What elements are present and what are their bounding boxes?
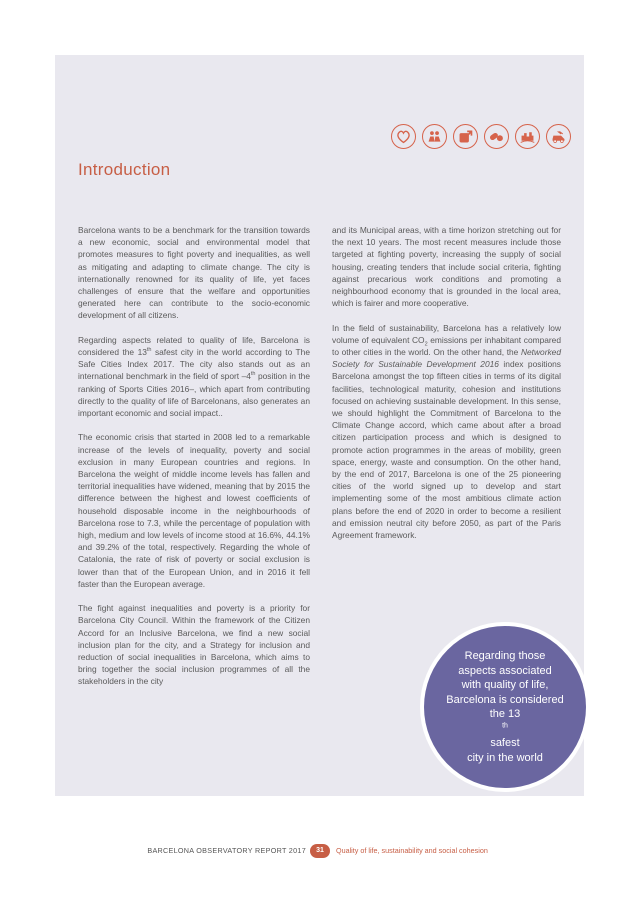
theme-icons [391, 124, 571, 149]
page-footer [0, 844, 638, 858]
paragraph: In the field of sustainability, Barcelona has a relatively low volume of equivalent $CO_2$ emissions per inhabitant compared to other cities in the world. On the other hand, the Networked Society for Sustainable Development 2016 index positions Barcelona amongst the top fifteen cities in terms of its digital facilities, technological maturity, cohesion and institutions focused on achieving sustainable development. In this sense, we should highlight the Commitment of Barcelona to the Climate Change accord, which came about after a broad citizen participation process and which is designed to promote action programmes in the areas of mobility, green space, energy, waste and consumption. On the other hand, by the end of 2017, Barcelona is one of the 25 pioneering cities of the world signed up to develop and start implementing some of the most ambitious climate action plans before the end of 2020 in order to become a resilient and emission neutral city before 2050, as part of the Paris Agreement framework. [332, 322, 561, 541]
transport-icon [546, 124, 571, 149]
pull-quote-callout: Regarding those aspects associated with quality of life, Barcelona is considered the 13 $^{th}$ safest city in the world [424, 626, 586, 788]
paragraph: The fight against inequalities and poverty is a priority for Barcelona City Council. Within the framework of the Citizen Accord for an Inclusive Barcelona, we find a new social inclusion plan for the city, and a Strategy for inclusion and reduction of social inequalities in Barcelona, which aims to bring together the social inclusion programmes of all the stakeholders in the city [78, 603, 310, 687]
paragraph: Regarding aspects related to quality of life, Barcelona is considered the 13th safest city in the world according to The Safe Cities Index 2017. The city also stands out as an international benchmark in the field of sport –4th position in the ranking of Sports Cities 2016–, which apart from contributing directly to the quality of life of Barcelonans, also generates an important economic and social impact.. [78, 334, 310, 419]
section-name: Quality of life, sustainability and social cohesion [336, 846, 488, 855]
health-icon [391, 124, 416, 149]
left-column [78, 224, 310, 700]
paragraph: Barcelona wants to be a benchmark for the transition towards a new economic, social and environmental model that promotes measures to fight poverty and inequalities, as well as mitigating and adapting to climate change. The city is internationally renowned for its quality of life, yet faces challenges of ensure that the welfare and opportunities generated here can contribute to the socio-economic development of all citizens. [78, 225, 310, 321]
city-icon [515, 124, 540, 149]
people-icon [422, 124, 447, 149]
paragraph: The economic crisis that started in 2008 led to a remarkable increase of the levels of inequality, poverty and social exclusion in many European countries and regions. In Barcelona the weight of middle income levels has fallen and territorial inequalities have widened, meaning that by 2015 the difference between the highest and lowest coefficients of household disposable income in the neighbourhoods of Barcelona rose to 7.3, while the percentage of population with high, medium and low levels of income stood at 16.6%, 44.1% and 39.2% of the total, respectively. Regarding the whole of Catalonia, the rate of risk of poverty or social exclusion is lower than that of the European Union, and in 2016 it fell faster than the European average. [78, 432, 310, 589]
paragraph: and its Municipal areas, with a time horizon stretching out for the next 10 years. The most recent measures include those targeted at fighting poverty, increasing the supply of social housing, creating tenders that include social criteria, fighting against precarious work conditions and promoting a neighbourhood economy that is grounded in the local area, which is fairer and more cooperative. [332, 225, 561, 309]
page-number: 31 [310, 844, 330, 858]
right-column [332, 224, 561, 553]
share-icon [453, 124, 478, 149]
report-title: BARCELONA OBSERVATORY REPORT 2017 [147, 846, 306, 855]
pills-icon [484, 124, 509, 149]
section-title: Introduction [78, 160, 171, 179]
